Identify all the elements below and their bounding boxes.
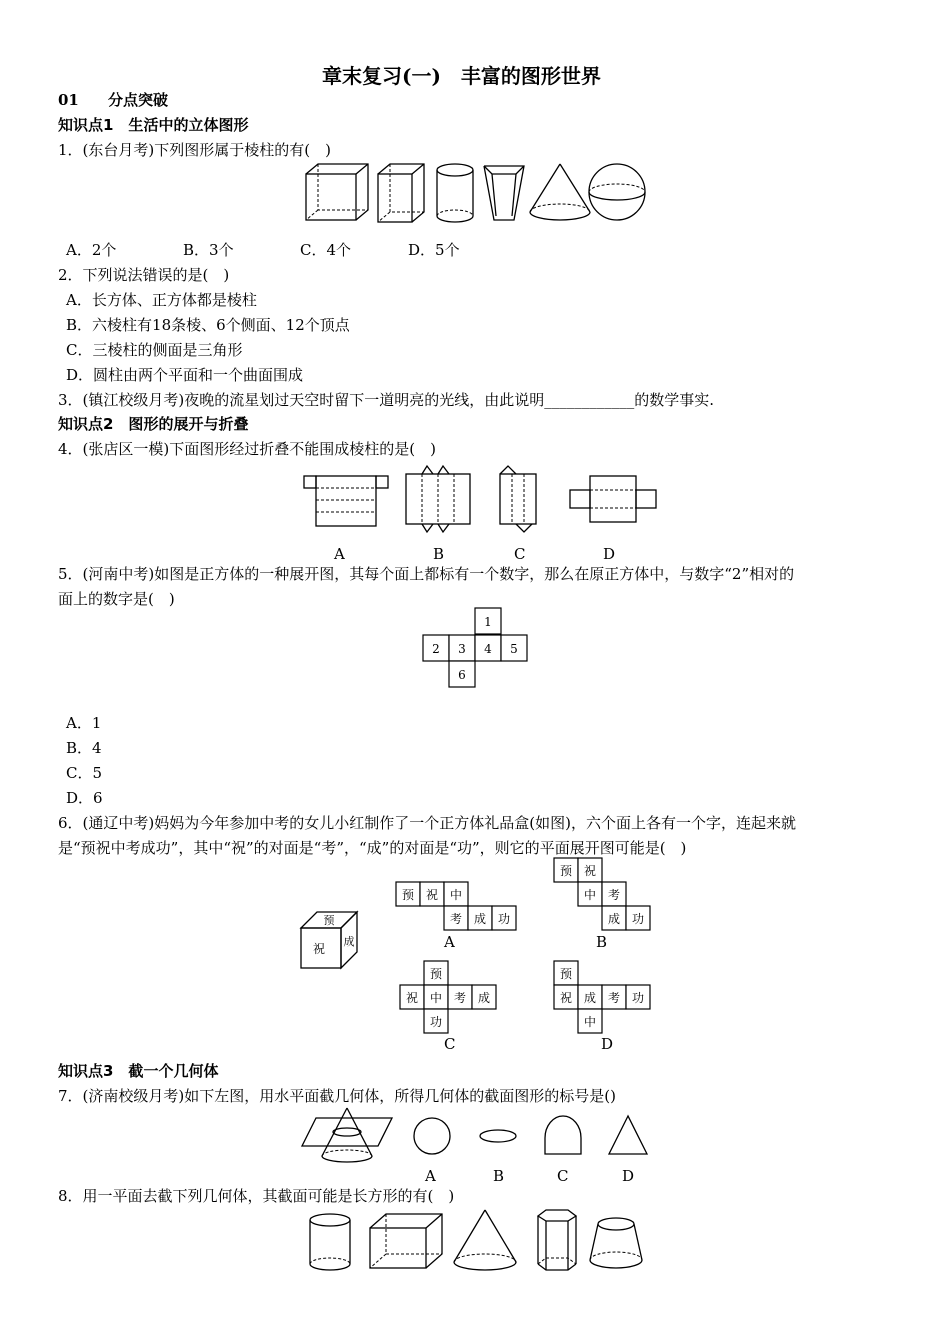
- svg-text:考: 考: [607, 991, 621, 1005]
- q4-stem: 4．(张店区一模)下面图形经过折叠不能围成棱柱的是( ): [58, 440, 436, 458]
- svg-text:功: 功: [631, 991, 645, 1005]
- cylinder-shape: [437, 164, 473, 222]
- cuboid-shape: [370, 1214, 442, 1268]
- q5-stem-line2: 面上的数字是( ): [58, 590, 175, 608]
- cube-side-char: 成: [343, 935, 355, 948]
- net-c: [500, 466, 536, 532]
- q6-net-c: [398, 960, 498, 1034]
- q1-option-a: A．2个: [66, 241, 117, 259]
- svg-text:功: 功: [631, 912, 645, 926]
- q1-option-b: B．3个: [183, 241, 234, 259]
- q4-label-c: C: [514, 545, 526, 563]
- q7-stem: 7．(济南校级月考)如下左图，用水平面截几何体，所得几何体的截面图形的标号是(): [58, 1087, 616, 1105]
- option-ellipse: [480, 1130, 516, 1142]
- q4-label-a: A: [334, 545, 345, 563]
- svg-text:考: 考: [453, 991, 467, 1005]
- cube-shape: [378, 164, 424, 222]
- sphere-shape: [589, 164, 645, 220]
- q7-label-b: B: [493, 1167, 505, 1185]
- svg-text:祝: 祝: [583, 864, 597, 878]
- q5-option-d: D．6: [66, 789, 103, 807]
- svg-text:预: 预: [559, 864, 573, 878]
- svg-text:中: 中: [583, 888, 597, 902]
- knowledge-point-1: 知识点1 生活中的立体图形: [58, 116, 249, 134]
- q6-net-b: [552, 857, 652, 931]
- cone-cut-by-plane: [302, 1108, 392, 1162]
- net-number-2: 2: [432, 642, 440, 656]
- q3-stem: 3．(镇江校级月考)夜晚的流星划过天空时留下一道明亮的光线，由此说明____________的数学事实.: [58, 391, 715, 409]
- svg-text:中: 中: [429, 991, 443, 1005]
- page-title: 章末复习(一) 丰富的图形世界: [322, 64, 601, 88]
- q7-label-a: A: [425, 1167, 436, 1185]
- q6-gift-cube: [298, 908, 362, 972]
- svg-text:成: 成: [477, 991, 491, 1005]
- knowledge-point-2: 知识点2 图形的展开与折叠: [58, 415, 249, 433]
- cuboid-shape: [306, 164, 368, 220]
- net-number-5: 5: [510, 642, 518, 656]
- q5-stem-line1: 5．(河南中考)如图是正方体的一种展开图，其每个面上都标有一个数字，那么在原正方体中，与数字“2”相对的: [58, 565, 795, 583]
- svg-text:成: 成: [607, 912, 621, 926]
- svg-text:预: 预: [429, 967, 443, 981]
- q6-net-a: [394, 881, 516, 931]
- q7-label-c: C: [557, 1167, 569, 1185]
- q6-stem-line1: 6．(通辽中考)妈妈为今年参加中考的女儿小红制作了一个正方体礼品盒(如图)，六个面上各有一个字，连起来就: [58, 814, 796, 832]
- option-circle: [414, 1118, 450, 1154]
- frustum-shape: [590, 1218, 642, 1268]
- q2-stem: 2．下列说法错误的是( ): [58, 266, 230, 284]
- q4-label-d: D: [603, 545, 616, 563]
- svg-text:考: 考: [449, 912, 463, 926]
- svg-text:预: 预: [401, 888, 415, 902]
- q5-option-c: C．5: [66, 764, 103, 782]
- net-number-6: 6: [458, 668, 466, 682]
- q2-option-b: B．六棱柱有18条棱、6个侧面、12个顶点: [66, 316, 350, 334]
- q6-label-d: D: [601, 1035, 614, 1053]
- svg-text:预: 预: [559, 967, 573, 981]
- option-arch: [545, 1116, 581, 1154]
- q2-option-d: D．圆柱由两个平面和一个曲面围成: [66, 366, 304, 384]
- svg-text:中: 中: [449, 888, 463, 902]
- q2-option-c: C．三棱柱的侧面是三角形: [66, 341, 243, 359]
- cylinder-shape: [310, 1214, 350, 1270]
- q8-stem: 8．用一平面去截下列几何体，其截面可能是长方形的有( ): [58, 1187, 455, 1205]
- option-triangle: [609, 1116, 647, 1154]
- net-number-1: 1: [484, 615, 492, 629]
- net-b: [406, 466, 470, 532]
- q5-option-b: B．4: [66, 739, 102, 757]
- net-d: [570, 476, 656, 522]
- knowledge-point-3: 知识点3 截一个几何体: [58, 1062, 219, 1080]
- hexagonal-prism-shape: [538, 1210, 576, 1270]
- svg-text:祝: 祝: [559, 991, 573, 1005]
- q6-label-c: C: [444, 1035, 456, 1053]
- q1-solids-figure: [300, 160, 650, 228]
- svg-text:功: 功: [497, 912, 511, 926]
- q4-nets-figure: [300, 464, 650, 534]
- section-name: 分点突破: [108, 91, 169, 109]
- q8-solids-figure: [300, 1208, 650, 1274]
- cube-front-char: 祝: [312, 942, 326, 956]
- q7-label-d: D: [622, 1167, 635, 1185]
- svg-text:祝: 祝: [425, 888, 439, 902]
- q2-option-a: A．长方体、正方体都是棱柱: [66, 291, 257, 309]
- truncated-pyramid-shape: [484, 166, 524, 220]
- section-number: 01: [58, 91, 79, 109]
- q1-option-c: C．4个: [300, 241, 352, 259]
- q4-label-b: B: [433, 545, 445, 563]
- svg-text:考: 考: [607, 888, 621, 902]
- net-number-3: 3: [458, 642, 466, 656]
- svg-text:功: 功: [429, 1015, 443, 1029]
- q1-option-d: D．5个: [408, 241, 460, 259]
- svg-text:祝: 祝: [405, 991, 419, 1005]
- q6-net-d: [552, 960, 652, 1034]
- q6-label-a: A: [444, 933, 455, 951]
- cone-shape: [454, 1210, 516, 1270]
- svg-text:成: 成: [583, 991, 597, 1005]
- svg-text:中: 中: [583, 1015, 597, 1029]
- cube-top-char: 预: [323, 914, 335, 927]
- q5-option-a: A．1: [66, 714, 102, 732]
- net-number-4: 4: [484, 642, 492, 656]
- q6-label-b: B: [596, 933, 608, 951]
- cone-shape: [530, 164, 590, 220]
- q6-stem-line2: 是“预祝中考成功”，其中“祝”的对面是“考”，“成”的对面是“功”，则它的平面展开图可能是( ): [58, 839, 687, 857]
- q5-cube-net: [420, 606, 530, 690]
- q7-figure: [300, 1106, 660, 1166]
- svg-text:成: 成: [473, 912, 487, 926]
- net-a: [304, 476, 388, 526]
- q1-stem: 1．(东台月考)下列图形属于棱柱的有( ): [58, 141, 331, 159]
